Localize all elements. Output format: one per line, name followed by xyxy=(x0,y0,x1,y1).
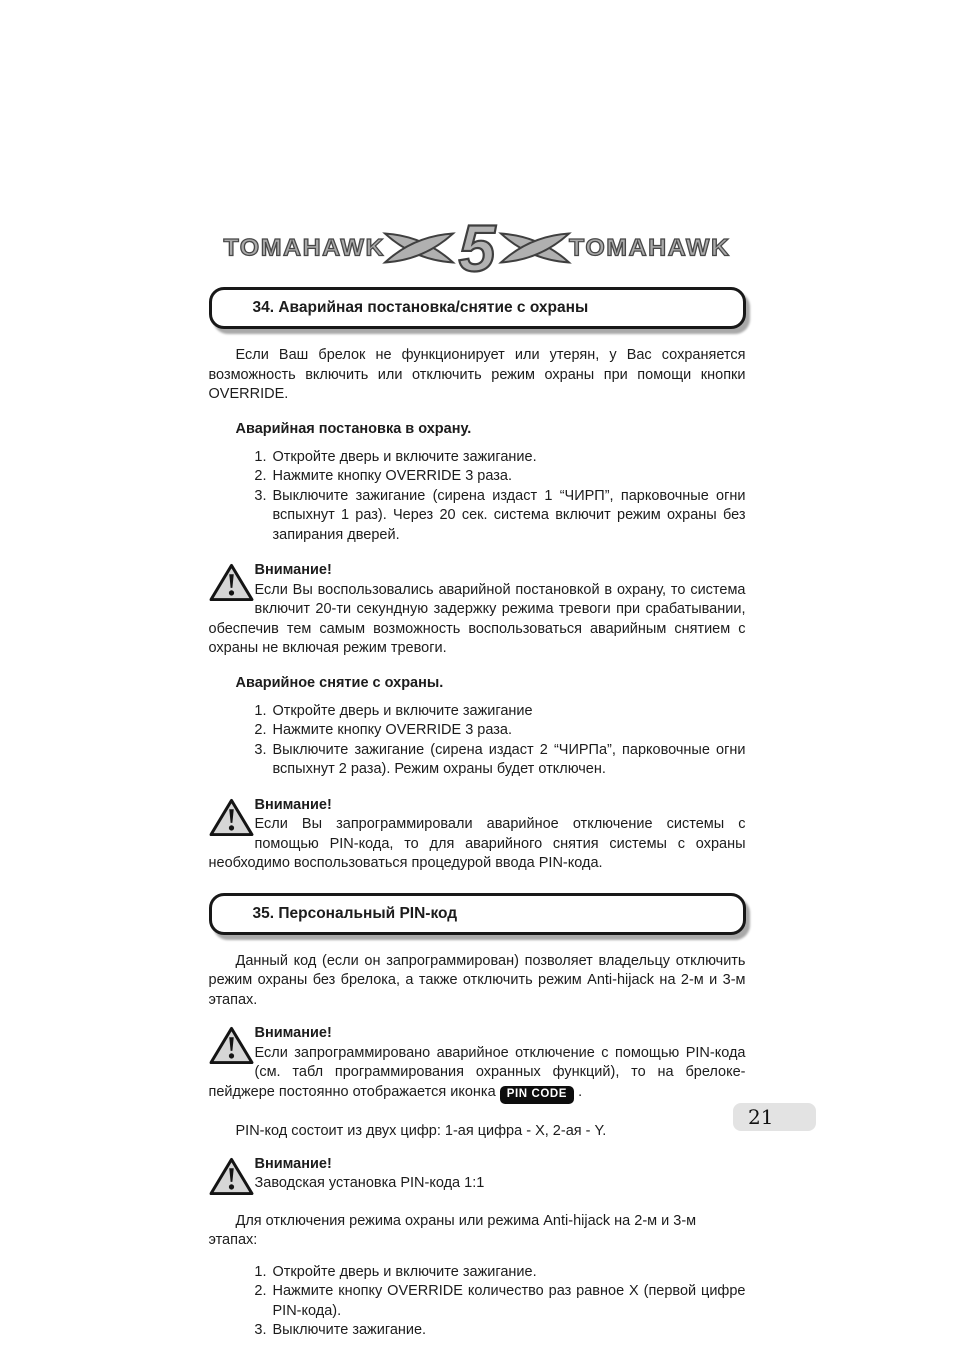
section-title-box-34 xyxy=(209,287,746,329)
warning-triangle-icon xyxy=(209,798,254,837)
warning-label: Внимание! xyxy=(254,1025,332,1041)
section-title-34: 34. Аварийная постановка/снятие с охраны xyxy=(252,299,589,316)
list-item: 1. Откройте дверь и включите зажигание xyxy=(271,702,746,722)
warning-block-arm xyxy=(209,561,746,659)
warning-label: Внимание! xyxy=(254,562,332,578)
section-title-box-35 xyxy=(209,893,746,935)
section-35-intro: Данный код (если он запрограммирован) позволяет владельцу отключить режим охраны без брелока, а также отключить режим Anti-hijack на 2-м и 3-м этапах. xyxy=(208,952,746,1008)
list-item: 2. Нажмите кнопку OVERRIDE 3 раза. xyxy=(271,467,746,487)
warning-triangle-icon xyxy=(209,1026,254,1065)
warning-triangle-icon xyxy=(209,563,254,602)
warning-block-pin-icon xyxy=(209,1024,746,1104)
pin-code-badge: PIN CODE xyxy=(500,1086,574,1105)
warning-text: Если Вы запрограммировали аварийное отключение системы с помощью PIN-кода, то для аварийного снятия системы с охраны необходимо воспользоваться процедурой ввода PIN-кода. xyxy=(208,816,746,871)
pin-structure-text: PIN-код состоит из двух цифр: 1-ая цифра - X, 2-ая - Y. xyxy=(235,1123,607,1139)
disarm-heading: Аварийное снятие с охраны. xyxy=(235,674,444,691)
arm-steps-list xyxy=(209,448,746,546)
list-item: 3. Выключите зажигание (сирена издаст 1 “ЧИРП”, парковочные огни вспыхнут 1 раз). Через 20 сек. система включит режим охраны без запирания дверей. xyxy=(271,487,746,546)
warning-text: Заводская установка PIN-кода 1:1 xyxy=(254,1175,485,1191)
list-item: 2. Нажмите кнопку OVERRIDE 3 раза. xyxy=(271,721,746,741)
page-content xyxy=(209,0,746,1341)
brand-logo xyxy=(209,211,746,285)
warning-text: Если запрограммировано аварийное отключение с помощью PIN-кода (см. табл программирования охранных функций), то на брелоке-пейджере постоянно отображается иконка xyxy=(208,1044,746,1100)
warning-text-tail: . xyxy=(578,1083,583,1100)
list-item: 1. Откройте дверь и включите зажигание. xyxy=(271,448,746,468)
warning-triangle-icon xyxy=(209,1157,254,1196)
arm-heading: Аварийная постановка в охрану. xyxy=(235,420,472,437)
warning-block-disarm xyxy=(209,796,746,874)
section-34-intro: Если Ваш брелок не функционирует или утерян, у Вас сохраняется возможность включить или отключить режим охраны при помощи кнопки OVERRIDE. xyxy=(208,347,746,402)
list-item: 1. Откройте дверь и включите зажигание. xyxy=(271,1263,746,1283)
model-digit: 5 xyxy=(458,211,496,285)
section-title-35: 35. Персональный PIN-код xyxy=(252,904,458,922)
x5x-emblem-icon xyxy=(379,211,575,285)
list-item: 3. Выключите зажигание. xyxy=(271,1321,746,1341)
list-item: 2. Нажмите кнопку OVERRIDE количество раз равное X (первой цифре PIN-кода). xyxy=(271,1282,746,1321)
disarm-steps-list xyxy=(209,702,746,780)
warning-block-default-pin xyxy=(209,1155,746,1196)
procedure-steps-list xyxy=(209,1263,746,1341)
list-item: 3. Выключите зажигание (сирена издаст 2 “ЧИРПа”, парковочные огни вспыхнут 2 раза). Режим охраны будет отключен. xyxy=(271,741,746,780)
brand-text-right: TOMAHAWK xyxy=(569,234,731,261)
brand-text-left: TOMAHAWK xyxy=(223,234,385,261)
warning-label: Внимание! xyxy=(254,796,332,813)
procedure-intro: Для отключения режима охраны или режима Anti-hijack на 2-м и 3-м этапах: xyxy=(208,1212,697,1248)
warning-label: Внимание! xyxy=(254,1155,332,1172)
warning-text: Если Вы воспользовались аварийной постановкой в охрану, то система включит 20-ти секундную задержку режима тревоги при срабатывании, обеспечив тем самым возможность воспользоваться аварийным снятием с охраны не включая режим тревоги. xyxy=(208,581,746,656)
page-number-badge: 21 xyxy=(733,1103,816,1131)
